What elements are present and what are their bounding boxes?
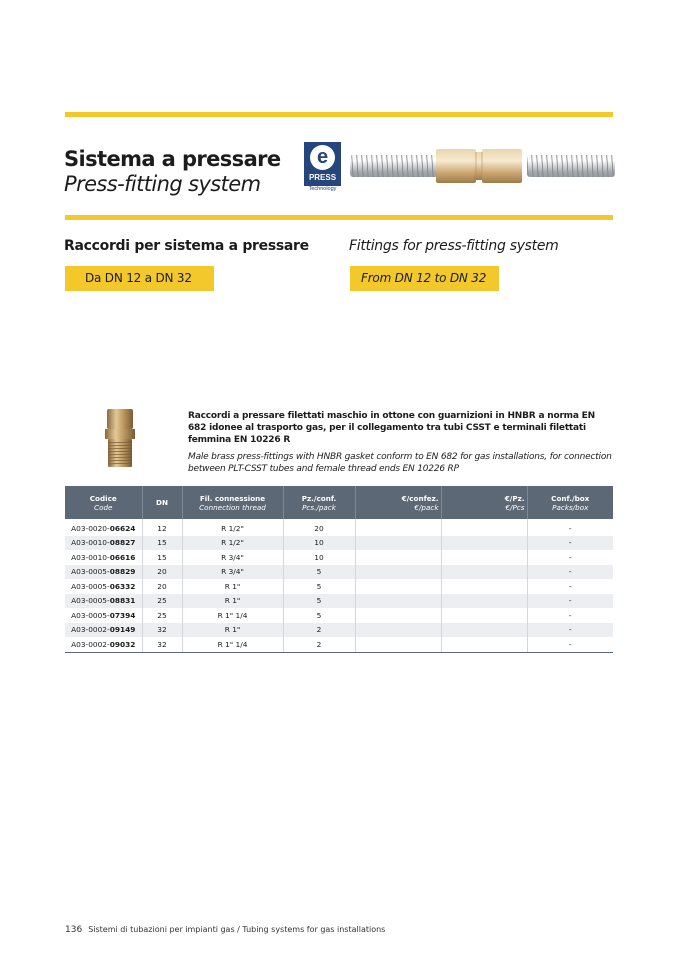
- table-row: [65, 565, 613, 580]
- cell-code: A03-0020-06624: [65, 519, 142, 536]
- cell-dn: 25: [142, 594, 182, 609]
- page-title-english: Press-fitting system: [64, 172, 261, 196]
- range-tag-italian: Da DN 12 a DN 32: [65, 266, 214, 291]
- table-row: [65, 594, 613, 609]
- table-row: [65, 519, 613, 536]
- header-eur-pack: €/confez. €/pack: [355, 486, 441, 519]
- cell-dn: 12: [142, 519, 182, 536]
- cell-code: A03-0005-07394: [65, 608, 142, 623]
- cell-dn: 20: [142, 579, 182, 594]
- header-code: Codice Code: [65, 486, 142, 519]
- section-subtitle-italian: Raccordi per sistema a pressare: [64, 238, 309, 254]
- cell-eur-pack: [355, 536, 441, 551]
- cell-code: A03-0005-08829: [65, 565, 142, 580]
- page-title-italian: Sistema a pressare: [64, 147, 281, 171]
- cell-thread: R 1" 1/4: [182, 608, 283, 623]
- cell-eur-pack: [355, 550, 441, 565]
- cell-thread: R 3/4": [182, 565, 283, 580]
- cell-pcs: 10: [283, 536, 355, 551]
- header-thread: Fil. connessione Connection thread: [182, 486, 283, 519]
- cell-code: A03-0010-08827: [65, 536, 142, 551]
- cell-code: A03-0002-09032: [65, 637, 142, 652]
- cell-thread: R 3/4": [182, 550, 283, 565]
- cell-pcs: 20: [283, 519, 355, 536]
- cell-dn: 20: [142, 565, 182, 580]
- cell-thread: R 1": [182, 594, 283, 609]
- cell-pcs: 2: [283, 637, 355, 652]
- page-number: 136: [65, 925, 83, 935]
- cell-eur-pcs: [441, 608, 527, 623]
- cell-eur-pcs: [441, 565, 527, 580]
- table-row: [65, 536, 613, 551]
- cell-pcs: 5: [283, 608, 355, 623]
- product-description-english: Male brass press-fittings with HNBR gasket conform to EN 682 for gas installations, for connection between PLT-CSST tubes and female thread ends EN 10226 RP: [188, 452, 612, 474]
- cell-dn: 25: [142, 608, 182, 623]
- cell-eur-pack: [355, 608, 441, 623]
- cell-pcs: 2: [283, 623, 355, 638]
- mid-accent-bar: [65, 215, 613, 220]
- range-tag-english: From DN 12 to DN 32: [350, 266, 499, 291]
- logo-press-text: PRESS: [308, 173, 337, 182]
- cell-eur-pack: [355, 579, 441, 594]
- cell-packs: -: [568, 552, 572, 562]
- logo-e-icon: e: [310, 145, 335, 170]
- table-header-row: [65, 486, 613, 519]
- table-row: [65, 637, 613, 652]
- header-dn: DN: [142, 486, 182, 519]
- cell-packs: -: [527, 536, 613, 551]
- cell-eur-pcs: [441, 637, 527, 652]
- price-table: [65, 486, 613, 653]
- cell-thread: R 1/2": [182, 519, 283, 536]
- cell-packs: -: [568, 610, 572, 620]
- cell-eur-pack: [355, 594, 441, 609]
- cell-dn: 32: [142, 637, 182, 652]
- top-accent-bar: [65, 112, 613, 117]
- cell-thread: R 1/2": [182, 536, 283, 551]
- page-footer: [65, 925, 385, 935]
- cell-pcs: 10: [283, 550, 355, 565]
- pipe-with-fitting-image: [350, 145, 615, 189]
- cell-packs: -: [527, 594, 613, 609]
- logo-box: [304, 142, 341, 186]
- table-row: [65, 608, 613, 623]
- logo-technology-text: Technology: [308, 186, 337, 192]
- cell-eur-pack: [355, 519, 441, 536]
- cell-dn: 32: [142, 623, 182, 638]
- cell-packs: -: [527, 565, 613, 580]
- table-row: [65, 550, 613, 565]
- cell-code: A03-0002-09149: [65, 623, 142, 638]
- cell-packs: -: [568, 581, 572, 591]
- cell-packs: -: [527, 637, 613, 652]
- cell-eur-pcs: [441, 623, 527, 638]
- table-row: [65, 623, 613, 638]
- cell-thread: R 1" 1/4: [182, 637, 283, 652]
- cell-code: A03-0005-08831: [65, 594, 142, 609]
- male-press-fitting-image: [104, 409, 136, 469]
- cell-dn: 15: [142, 550, 182, 565]
- cell-code: A03-0010-06616: [65, 550, 142, 565]
- footer-text: Sistemi di tubazioni per impianti gas / Tubing systems for gas installations: [88, 925, 386, 934]
- cell-eur-pcs: [441, 594, 527, 609]
- table-row: [65, 579, 613, 594]
- cell-dn: 15: [142, 536, 182, 551]
- cell-eur-pcs: [441, 536, 527, 551]
- cell-pcs: 5: [283, 565, 355, 580]
- cell-pcs: 5: [283, 579, 355, 594]
- cell-code: A03-0005-06332: [65, 579, 142, 594]
- cell-thread: R 1": [182, 579, 283, 594]
- cell-eur-pack: [355, 623, 441, 638]
- section-subtitle-english: Fittings for press-fitting system: [349, 238, 559, 254]
- header-pcs-pack: Pz./conf. Pcs./pack: [283, 486, 355, 519]
- epress-logo: [304, 142, 341, 194]
- cell-eur-pcs: [441, 550, 527, 565]
- cell-packs: -: [568, 523, 572, 533]
- product-description-italian: Raccordi a pressare filettati maschio in ottone con guarnizioni in HNBR a norma EN 682 idonee al trasporto gas, per il collegamento tra tubi CSST e terminali filettati femmina EN 10226 R: [188, 411, 595, 445]
- cell-eur-pack: [355, 637, 441, 652]
- cell-thread: R 1": [182, 623, 283, 638]
- header-packs-box: Conf./box Packs/box: [527, 486, 613, 519]
- cell-eur-pack: [355, 565, 441, 580]
- cell-pcs: 5: [283, 594, 355, 609]
- cell-eur-pcs: [441, 579, 527, 594]
- cell-eur-pcs: [441, 519, 527, 536]
- cell-packs: -: [527, 623, 613, 638]
- header-eur-pcs: €/Pz. €/Pcs: [441, 486, 527, 519]
